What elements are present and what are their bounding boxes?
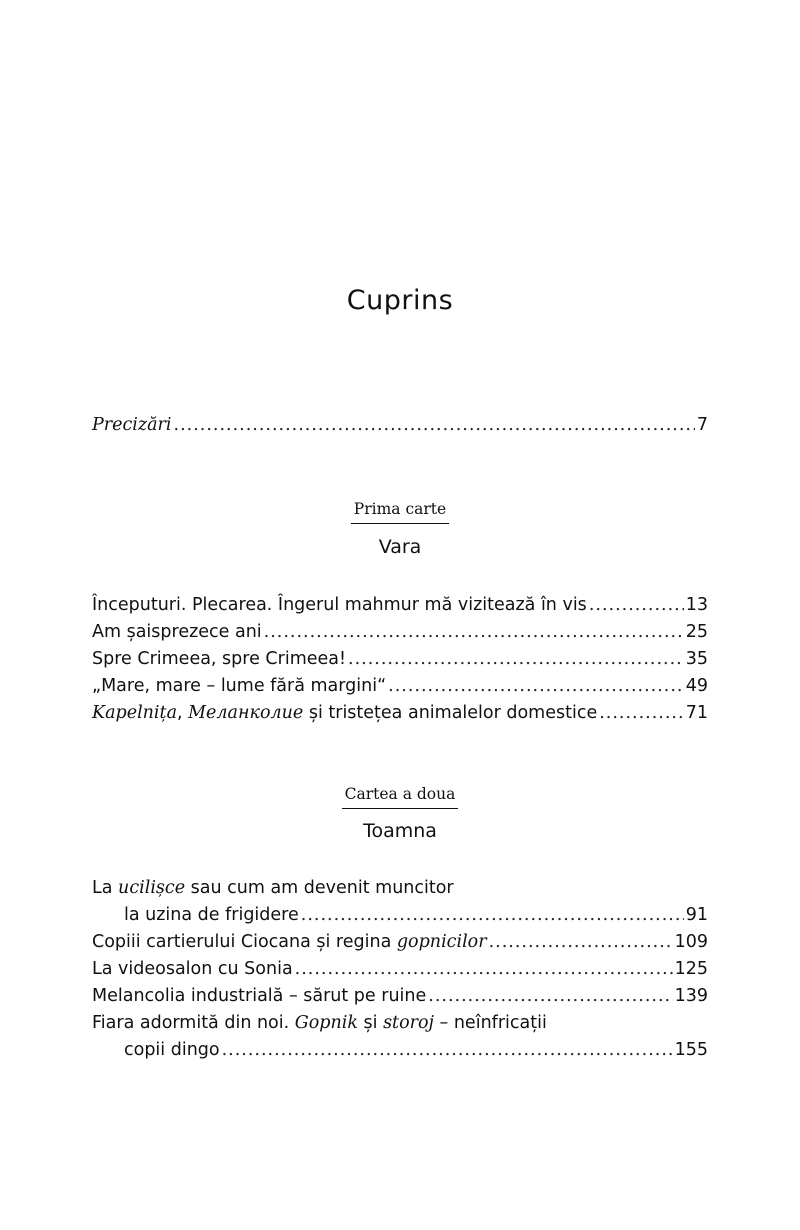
toc-entry-label: Copiii cartierului Ciocana și regina gopnicilor xyxy=(92,932,487,952)
toc-entry-label: copii dingo xyxy=(124,1040,220,1060)
toc-page-number: 35 xyxy=(685,649,708,669)
part-label xyxy=(0,500,800,524)
leader-dots xyxy=(264,621,684,643)
leader-dots xyxy=(174,414,695,436)
toc-entry-label: Melancolia industrială – sărut pe ruine xyxy=(92,986,427,1006)
toc-entry[interactable] xyxy=(92,648,708,670)
toc-entry-label: La videosalon cu Sonia xyxy=(92,959,293,979)
leader-dots xyxy=(301,904,684,926)
toc-entry-label: Începuturi. Plecarea. Îngerul mahmur mă vizitează în vis xyxy=(92,595,587,615)
toc-page-number: 125 xyxy=(674,959,708,979)
leader-dots xyxy=(222,1039,673,1061)
leader-dots xyxy=(388,675,684,697)
leader-dots xyxy=(428,985,672,1007)
part-label xyxy=(0,785,800,809)
toc-entry-label: Am șaisprezece ani xyxy=(92,622,262,642)
part-label-text: Cartea a doua xyxy=(342,785,459,809)
toc-entry[interactable] xyxy=(92,958,708,980)
page-title: Cuprins xyxy=(346,285,454,316)
toc-entry[interactable] xyxy=(92,621,708,643)
toc-entry[interactable] xyxy=(124,1039,708,1061)
toc-entry[interactable] xyxy=(92,702,708,724)
toc-entry-line1[interactable]: Fiara adormită din noi. Gopnik și storoj – neînfricații xyxy=(92,1013,547,1033)
leader-dots xyxy=(489,931,673,953)
toc-page-number: 139 xyxy=(674,986,708,1006)
toc-entry-label: Precizări xyxy=(92,415,172,435)
toc-entry-label: Spre Crimeea, spre Crimeea! xyxy=(92,649,347,669)
toc-entry[interactable] xyxy=(92,931,708,953)
toc-entry[interactable] xyxy=(92,675,708,697)
leader-dots xyxy=(599,702,683,724)
toc-entry-precizari[interactable] xyxy=(92,414,708,436)
toc-page-number: 7 xyxy=(696,415,708,435)
toc-entry-label: la uzina de frigidere xyxy=(124,905,299,925)
toc-entry[interactable] xyxy=(124,904,708,926)
toc-entry-label: „Mare, mare – lume fără margini“ xyxy=(92,676,387,696)
part-label-text: Prima carte xyxy=(351,500,449,524)
toc-page-number: 155 xyxy=(674,1040,708,1060)
toc-page-number: 25 xyxy=(685,622,708,642)
leader-dots xyxy=(295,958,673,980)
toc-page-number: 91 xyxy=(685,905,708,925)
section-title: Vara xyxy=(378,536,422,558)
leader-dots xyxy=(348,648,684,670)
toc-page-number: 71 xyxy=(685,703,708,723)
toc-entry-line1[interactable]: La ucilișce sau cum am devenit muncitor xyxy=(92,878,454,898)
toc-entry[interactable] xyxy=(92,594,708,616)
toc-page-number: 109 xyxy=(674,932,708,952)
toc-entry-label: Kapelnița, Меланколие și tristețea animalelor domestice xyxy=(92,703,598,723)
toc-page-number: 13 xyxy=(685,595,708,615)
section-title: Toamna xyxy=(363,820,437,842)
toc-page-number: 49 xyxy=(685,676,708,696)
toc-entry[interactable] xyxy=(92,985,708,1007)
leader-dots xyxy=(589,594,684,616)
